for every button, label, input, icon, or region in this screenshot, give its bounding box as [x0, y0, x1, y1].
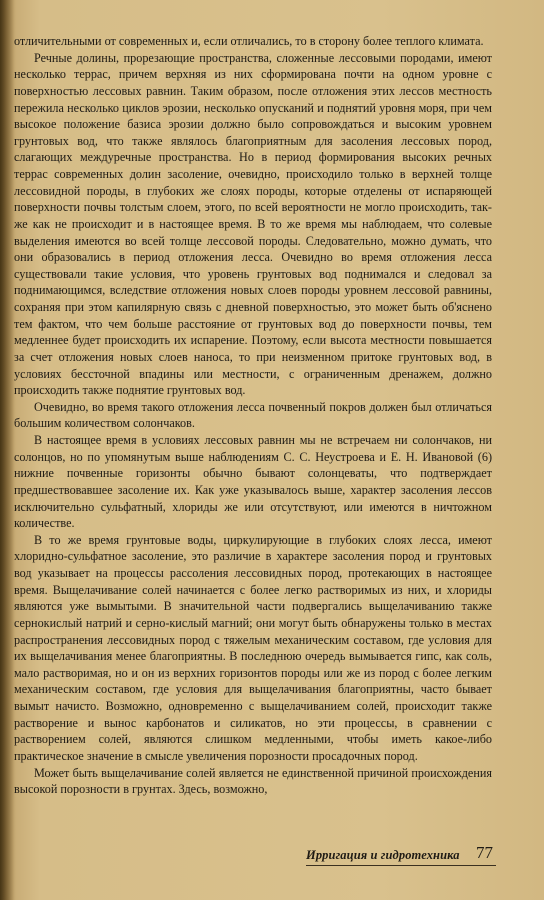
paragraph-3: Очевидно, во время такого отложения лесса почвенный покров должен был отличаться большим количеством солончаков. — [14, 399, 492, 431]
paragraph-4: В настоящее время в условиях лессовых равнин мы не встречаем ни солончаков, ни солонцов, но по упомянутым выше наблюдениям С. С. Неустроева и Е. Н. Ивановой (6) нижние почвенные горизонты обычно бывают солонцеваты, что подтверждает предшествовавшее засоление их. Как уже указывалось выше, характер засоления лессов исключительно сульфатный, хлориды же или отсутствуют, или имеются в ничтожном количестве. — [14, 433, 492, 531]
page-number: 77 — [476, 843, 493, 862]
footer-rule — [306, 865, 496, 866]
paragraph-1: отличительными от современных и, если отличались, то в сторону более теплого климата. — [14, 34, 484, 48]
paragraph-6: Может быть выщелачивание солей является не единственной причиной происхождения высокой порозности в грунтах. Здесь, возможно, — [14, 765, 492, 797]
paragraph-5: В то же время грунтовые воды, циркулирующие в глубоких слоях лесса, имеют хлоридно-сульфатное засоление, это различие в характере засоления пород и грунтовых вод указывает на процессы рассоления лессовидных пород, протекающих в настоящее время. Выщелачивание солей начинается с более легко растворимых из них, и хлориды являются уже вымытыми. В значительной части подвергались выщелачиванию также сернокислый натрий и серно-кислый магний; они могут быть обнаружены только в местах распространения лессовидных пород с тяжелым механическим составом, где условия для их выщелачивания менее благоприятны. В последнюю очередь вымывается гипс, как соль, мало растворимая, но и он из верхних горизонтов породы или же из пород с более легким механическим составом, где условия для выщелачивания благоприятны, часто бывает вымыт начисто. Возможно, одновременно с выщелачиванием солей, происходит также растворение и вынос карбонатов и силикатов, но эти процессы, в сравнении с растворением солей, являются слишком медленными, чтобы иметь какое-либо практическое значение в смысле увеличения порозности просадочных пород. — [14, 532, 492, 763]
page-footer — [306, 843, 496, 869]
running-title: Ирригация и гидротехника — [306, 848, 460, 862]
body-text — [14, 33, 492, 798]
paragraph-2: Речные долины, прорезающие пространства, сложенные лессовыми породами, имеют несколько террас, причем верхняя из них сформирована почти на одном уровне с поверхностью лессовых равнин. Таким образом, после отложения этих лессов местность пережила несколько циклов эрозии, несколько опусканий и поднятий уровня моря, при чем высокое положение базиса эрозии должно было сопровождаться и высоким уровнем грунтовых вод, что также являлось благоприятным для засоления лессовых пород, слагающих междуречные пространства. Но в период формирования высоких речных террас современных долин засоление, очевидно, происходило только в верхней толще лессовидной породы, в глубоких же слоях породы, которые отделены от испаряющей поверхности почвы толстым слоем, этого, по всей вероятности не могло происходить, так-же как не происходит и в настоящее время. В то же время мы наблюдаем, что солевые выделения имеются во всей толще лессовой породы. Следовательно, можно думать, что они образовались в период отложения лесса. Очевидно во время отложения лесса существовали такие условия, что уровень грунтовых вод поднимался и следовал за поднимающимся, вследствие отложения новых слоев породы уровнем лессовой равнины, сохраняя при этом капилярную связь с дневной поверхностью, это может быть об'яснено тем фактом, что чем больше расстояние от грунтовых вод до поверхности почвы, тем медленнее будет происходить их испарение. Поэтому, если высота местности повышается за счет отложения новых слоев наноса, то при неизменном притоке грунтовых вод, в условиях бессточной впадины или местности, с ограниченным дренажем, должно происходить также поднятие грунтовых вод. — [14, 50, 492, 398]
